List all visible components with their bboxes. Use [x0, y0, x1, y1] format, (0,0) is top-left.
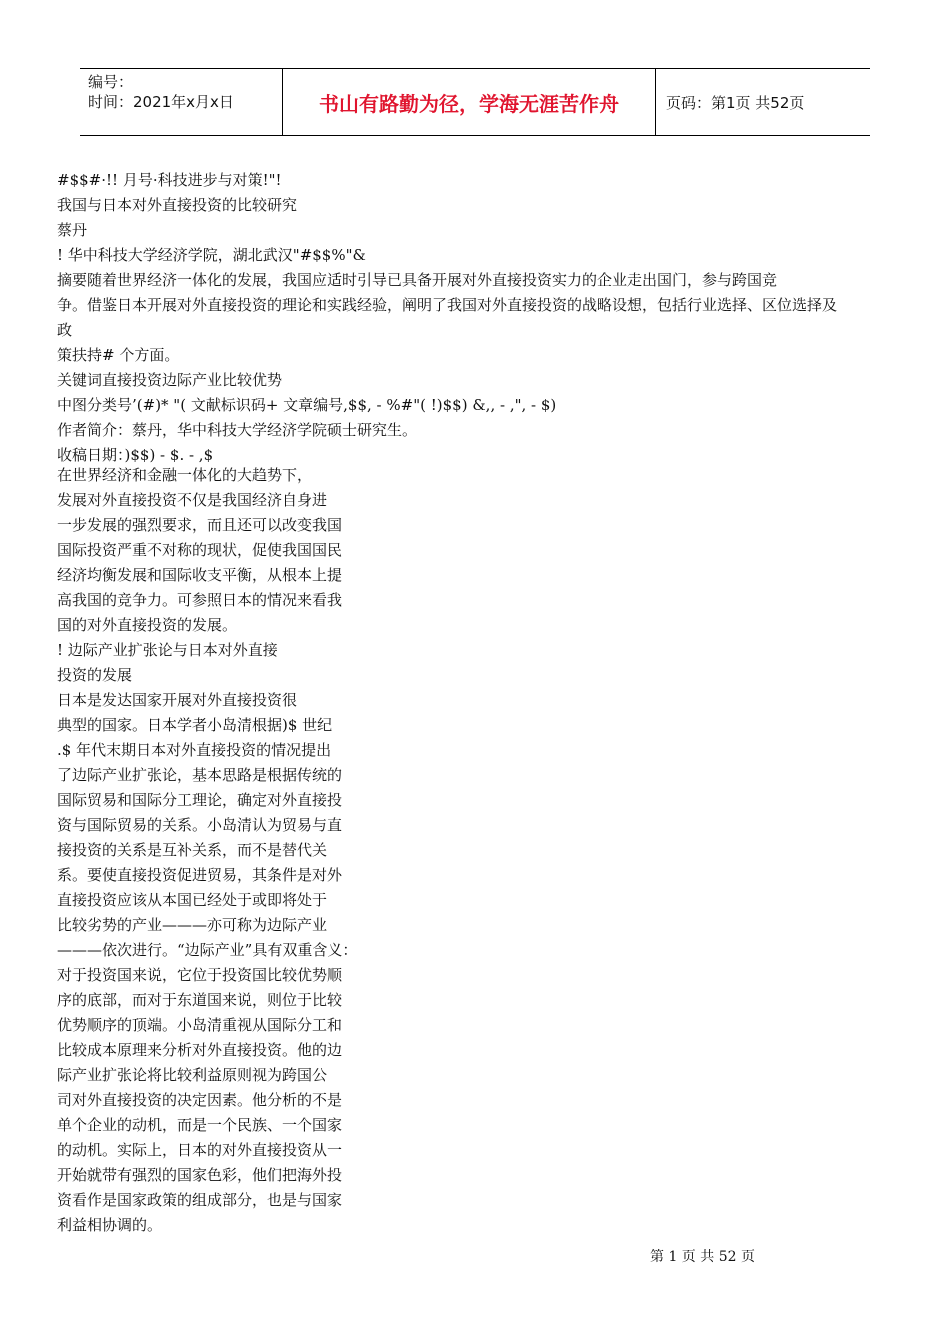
header-left-cell [80, 69, 282, 135]
header-right-cell [656, 69, 870, 135]
body-text-line: 国际贸易和国际分工理论，确定对外直接投 [57, 791, 343, 809]
body-text-line: 开始就带有强烈的国家色彩，他们把海外投 [57, 1166, 343, 1184]
body-text-line: ———依次进行。“边际产业”具有双重含义： [57, 941, 358, 959]
article-head-line: 作者简介：蔡丹，华中科技大学经济学院硕士研究生。 [57, 421, 418, 439]
body-text-line: 序的底部，而对于东道国来说，则位于比较 [57, 991, 343, 1009]
body-text-line: 际产业扩张论将比较利益原则视为跨国公 [57, 1066, 328, 1084]
body-text-line: 对于投资国来说，它位于投资国比较优势顺 [57, 966, 343, 984]
header-table [80, 68, 870, 136]
article-head-line: 政 [57, 321, 73, 339]
document-date-label: 时间：2021年x月x日 [88, 93, 234, 111]
body-text-line: 的动机。实际上，日本的对外直接投资从一 [57, 1141, 343, 1159]
article-head [57, 168, 907, 468]
header-page-code: 页码：第1页 共52页 [666, 93, 805, 112]
article-head-line: 争。借鉴日本开展对外直接投资的理论和实践经验，阐明了我国对外直接投资的战略设想，包括行业选择、区位选择及 [57, 296, 838, 314]
body-text-line: 在世界经济和金融一体化的大趋势下， [57, 466, 313, 484]
body-text-line: 单个企业的动机，而是一个民族、一个国家 [57, 1116, 343, 1134]
document-number-label: 编号： [88, 73, 134, 91]
article-head-line: #$$#·!! 月号·科技进步与对策!"! [57, 171, 282, 189]
body-text-line: 经济均衡发展和国际收支平衡，从根本上提 [57, 566, 343, 584]
body-text-line: 比较劣势的产业———亦可称为边际产业 [57, 916, 328, 934]
body-text-line: 日本是发达国家开展对外直接投资很 [57, 691, 298, 709]
body-text-line: 高我国的竞争力。可参照日本的情况来看我 [57, 591, 343, 609]
header-motto: 书山有路勤为径，学海无涯苦作舟 [319, 91, 619, 116]
body-text-line: 系。要使直接投资促进贸易，其条件是对外 [57, 866, 343, 884]
article-head-line: 策扶持# 个方面。 [57, 346, 180, 364]
body-text-line: 接投资的关系是互补关系，而不是替代关 [57, 841, 328, 859]
header-middle-cell [282, 69, 656, 135]
body-text-line: 资与国际贸易的关系。小岛清认为贸易与直 [57, 816, 343, 834]
body-text-line: 发展对外直接投资不仅是我国经济自身进 [57, 491, 328, 509]
body-text-line: 司对外直接投资的决定因素。他分析的不是 [57, 1091, 343, 1109]
body-text-line: 比较成本原理来分析对外直接投资。他的边 [57, 1041, 343, 1059]
article-head-line: ! 华中科技大学经济学院，湖北武汉"#$$%"& [57, 246, 366, 264]
article-head-line: 收稿日期：)$$) - $. - ,$ [57, 446, 214, 464]
body-text-line: 典型的国家。日本学者小岛清根据)$ 世纪 [57, 716, 333, 734]
body-text-line: 一步发展的强烈要求，而且还可以改变我国 [57, 516, 343, 534]
body-text-line: 国的对外直接投资的发展。 [57, 616, 238, 634]
article-head-line: 蔡丹 [57, 221, 88, 239]
article-body-column [57, 463, 387, 1238]
body-text-line: ! 边际产业扩张论与日本对外直接 [57, 641, 278, 659]
body-text-line: .$ 年代末期日本对外直接投资的情况提出 [57, 741, 332, 759]
body-text-line: 国际投资严重不对称的现状，促使我国国民 [57, 541, 343, 559]
body-text-line: 优势顺序的顶端。小岛清重视从国际分工和 [57, 1016, 343, 1034]
article-head-line: 关键词直接投资边际产业比较优势 [57, 371, 283, 389]
body-text-line: 资看作是国家政策的组成部分，也是与国家 [57, 1191, 343, 1209]
page-footer: 第 1 页 共 52 页 [650, 1249, 755, 1265]
body-text-line: 投资的发展 [57, 666, 133, 684]
article-head-line: 摘要随着世界经济一体化的发展，我国应适时引导已具备开展对外直接投资实力的企业走出国门，参与跨国竞 [57, 271, 778, 289]
body-text-line: 了边际产业扩张论，基本思路是根据传统的 [57, 766, 343, 784]
article-head-line: 我国与日本对外直接投资的比较研究 [57, 196, 298, 214]
body-text-line: 直接投资应该从本国已经处于或即将处于 [57, 891, 328, 909]
article-head-line: 中图分类号’(#)* "( 文献标识码+ 文章编号,$$, - %#"( !)$$) &,, - ,", - $) [57, 396, 557, 414]
body-text-line: 利益相协调的。 [57, 1216, 163, 1234]
